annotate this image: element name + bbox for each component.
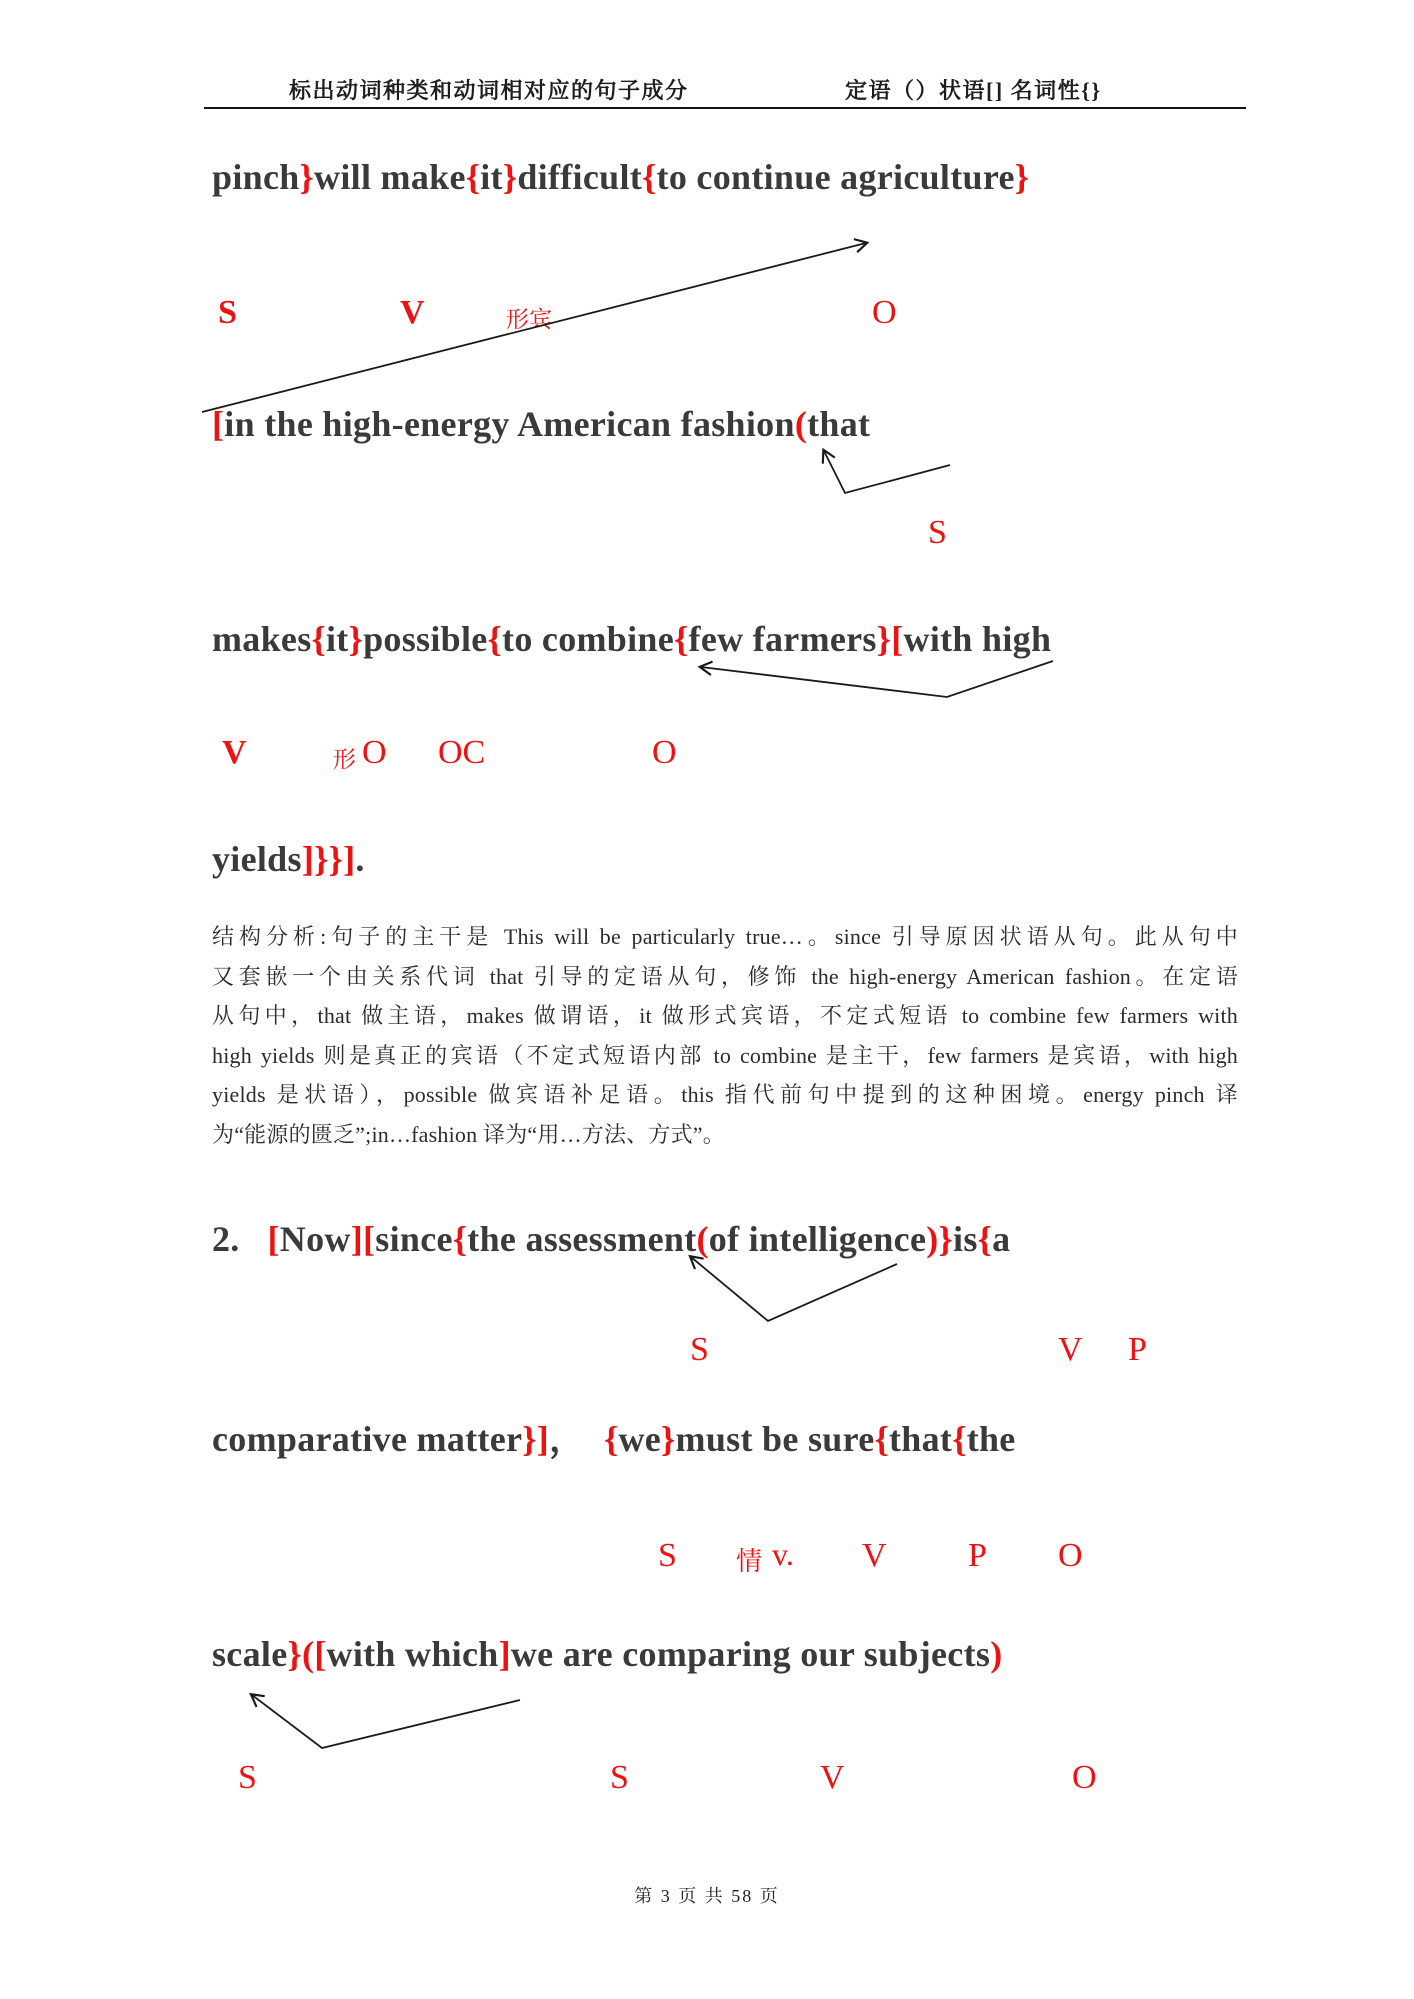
sentence-text: that (888, 1419, 953, 1459)
bracket-mark: ( (794, 404, 808, 444)
bracket-mark: { (487, 619, 503, 659)
grammar-label: S (690, 1331, 709, 1368)
sentence-text: must be sure (675, 1419, 875, 1459)
bracket-mark: } (348, 619, 364, 659)
grammar-label: 形 (333, 747, 356, 772)
grammar-label: V (1058, 1331, 1083, 1368)
annotation-arrow (252, 1695, 520, 1748)
analysis-text-line: 结构分析:句子的主干是 This will be particularly true…。since 引导原因状语从句。此从句中 (212, 924, 1238, 949)
analysis-text-line: high yields 则是真正的宾语（不定式短语内部 to combine 是主干，few farmers 是宾语，with high (212, 1042, 1238, 1068)
page-footer: 第 3 页 共 58 页 (634, 1886, 780, 1906)
bracket-mark: } (876, 619, 892, 659)
grammar-label: S (928, 514, 947, 551)
bracket-mark: { (311, 619, 326, 659)
annotation-arrow (691, 1257, 897, 1321)
header-right-legend: 定语（）状语[] 名词性{} (845, 78, 1102, 103)
bracket-mark: ) (990, 1634, 1003, 1674)
bracket-mark: } (661, 1419, 676, 1459)
sentence-text: . (355, 839, 365, 879)
sentence-text: is (953, 1219, 978, 1259)
grammar-label: V (862, 1537, 887, 1574)
sentence-text: the assessment (467, 1219, 697, 1259)
sentence-text: the (966, 1419, 1016, 1459)
annotation-arrow (824, 451, 950, 493)
bracket-mark: }] (522, 1419, 550, 1459)
sentence-text: with high (903, 619, 1052, 659)
sentence-text: pinch (212, 157, 300, 197)
sentence-text: that (807, 404, 871, 444)
sentence-text: possible (363, 619, 488, 659)
sentence-text: difficult (517, 157, 643, 197)
sentence-text: yields (212, 839, 302, 879)
sentence-text: we are comparing our subjects (510, 1634, 991, 1674)
bracket-mark: { (452, 1219, 468, 1259)
grammar-label: S (238, 1759, 257, 1796)
bracket-mark: } (1014, 157, 1030, 197)
bracket-mark: [ (212, 404, 225, 444)
grammar-label: O (1058, 1537, 1083, 1574)
grammar-label: S (218, 294, 237, 331)
bracket-mark: { (674, 619, 689, 659)
grammar-label: 形宾 (506, 307, 552, 332)
grammar-label: O (652, 734, 677, 771)
sentence-text: a (992, 1219, 1011, 1259)
bracket-mark: ]}}] (301, 839, 356, 879)
sentence-text: of intelligence (708, 1219, 927, 1259)
grammar-label: OC (438, 734, 486, 771)
sentence-text: with which (326, 1634, 499, 1674)
bracket-mark: )} (926, 1219, 954, 1259)
sentence-text: we (618, 1419, 662, 1459)
bracket-mark: { (465, 157, 481, 197)
header-left-title: 标出动词种类和动词相对应的句子成分 (289, 78, 689, 103)
bracket-mark: [ (363, 1219, 376, 1259)
grammar-label: S (610, 1759, 629, 1796)
bracket-mark: } (502, 157, 518, 197)
grammar-label: 情 (736, 1547, 763, 1576)
grammar-label: V (400, 294, 425, 331)
sentence-text: Now (279, 1219, 351, 1259)
annotation-arrow (202, 243, 866, 412)
grammar-label: O (362, 734, 387, 771)
sentence-text: ， (549, 1419, 604, 1459)
grammar-label: O (872, 294, 897, 331)
bracket-mark: { (977, 1219, 993, 1259)
sentence-text: comparative matter (212, 1419, 523, 1459)
bracket-mark: }([ (287, 1634, 327, 1674)
bracket-mark: [ (267, 1219, 280, 1259)
bracket-mark: } (299, 157, 315, 197)
bracket-mark: [ (891, 619, 904, 659)
sentence-text: to combine (502, 619, 675, 659)
bracket-mark: { (603, 1419, 619, 1459)
sentence-text: will make (314, 157, 466, 197)
grammar-label: P (1128, 1331, 1147, 1368)
grammar-label: S (658, 1537, 677, 1574)
bracket-mark: ( (696, 1219, 709, 1259)
analysis-text-line: yields 是状语），possible 做宾语补足语。this 指代前句中提到的这种困境。energy pinch 译 (212, 1082, 1238, 1107)
sentence-text: to continue agriculture (656, 157, 1015, 197)
grammar-label: O (1072, 1759, 1097, 1796)
bracket-mark: ] (350, 1219, 363, 1259)
bracket-mark: { (874, 1419, 889, 1459)
sentence-text: scale (212, 1634, 288, 1674)
annotation-arrow (701, 661, 1053, 697)
bracket-mark: ] (498, 1634, 511, 1674)
sentence-text: since (375, 1219, 453, 1259)
sentence-text: in the high-energy American fashion (224, 404, 795, 444)
grammar-label: P (968, 1537, 987, 1574)
grammar-label: v. (772, 1536, 794, 1572)
analysis-text-line: 又套嵌一个由关系代词 that 引导的定语从句，修饰 the high-energy American fashion。在定语 (212, 963, 1238, 989)
bracket-mark: { (642, 157, 657, 197)
sentence-text: it (480, 157, 503, 197)
analysis-text-line: 为“能源的匮乏”;in…fashion 译为“用…方法、方式”。 (212, 1121, 725, 1147)
grammar-label: V (222, 734, 247, 771)
sentence-text: few farmers (688, 619, 877, 659)
sentence-text: 2. (212, 1219, 268, 1259)
grammar-label: V (820, 1759, 845, 1796)
sentence-text: makes (212, 619, 312, 659)
sentence-text: it (326, 619, 349, 659)
analysis-text-line: 从句中，that 做主语，makes 做谓语，it 做形式宾语，不定式短语 to combine few farmers with (212, 1003, 1238, 1028)
bracket-mark: { (952, 1419, 967, 1459)
